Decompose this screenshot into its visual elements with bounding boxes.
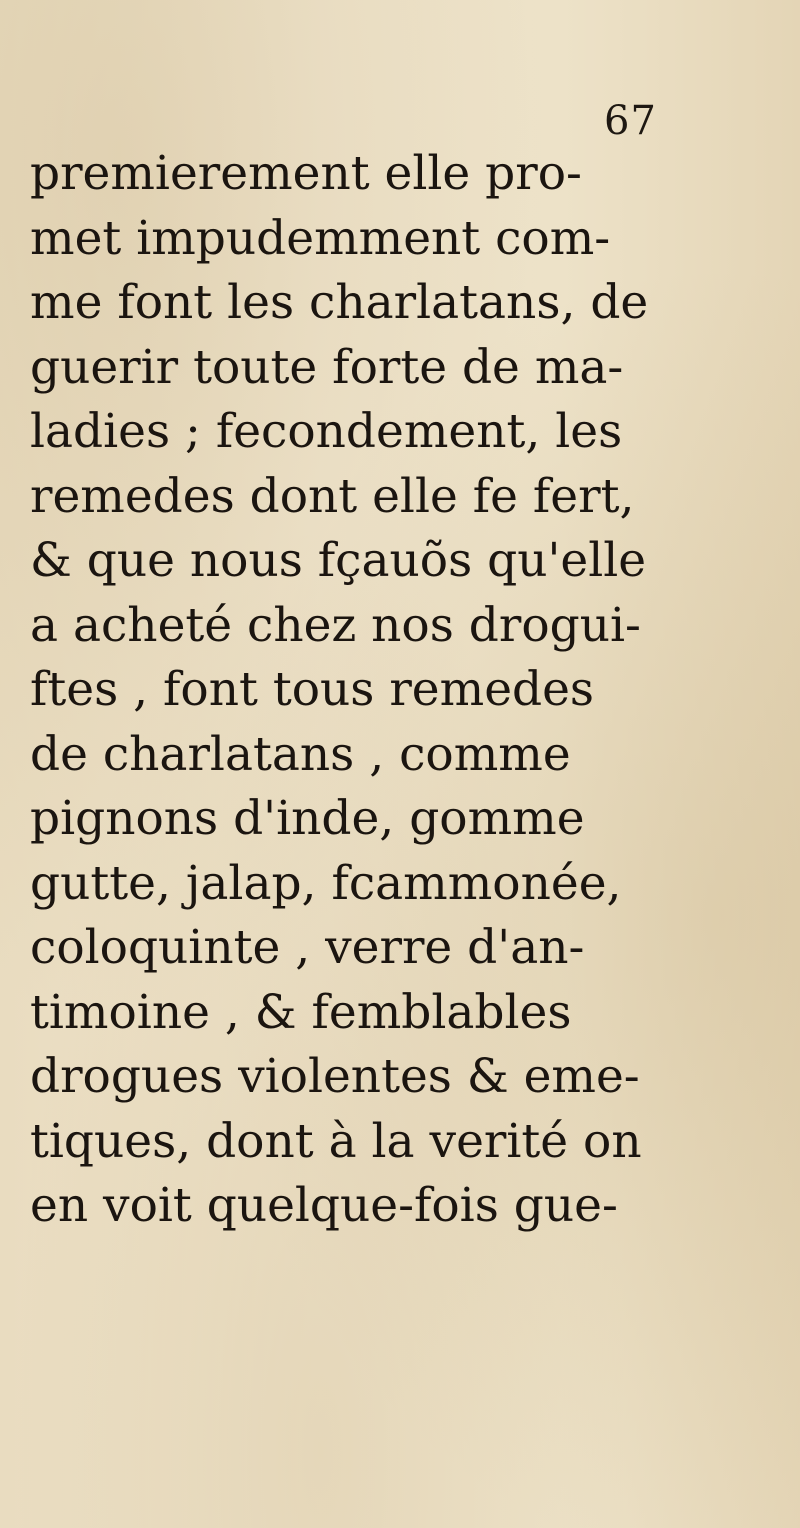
text-line: guerir toute forte de ma- <box>30 339 624 395</box>
text-line: de charlatans , comme <box>30 726 571 782</box>
text-line: timoine , & femblables <box>30 984 572 1040</box>
text-line: coloquinte , verre d'an- <box>30 920 585 975</box>
text-line: met impudemment com- <box>30 210 611 266</box>
text-line: me font les charlatans, de <box>30 275 649 330</box>
text-line: premierement elle pro- <box>30 146 582 201</box>
text-line: remedes dont elle fe fert, <box>30 468 635 524</box>
text-line: pignons d'inde, gomme <box>30 791 585 846</box>
text-line: en voit quelque-fois gue- <box>30 1178 618 1233</box>
body-text <box>30 142 690 1239</box>
text-line: ftes , font tous remedes <box>30 662 595 717</box>
text-line: ladies ; fecondement, les <box>30 404 623 459</box>
text-line: gutte, jalap, fcammonée, <box>30 855 622 911</box>
page-number: 67 <box>604 98 657 144</box>
text-line: tiques, dont à la verité on <box>30 1113 642 1169</box>
text-line: drogues violentes & eme- <box>30 1049 640 1104</box>
text-line: a acheté chez nos drogui- <box>30 597 641 653</box>
text-line: & que nous fçauõs qu'elle <box>30 533 647 588</box>
